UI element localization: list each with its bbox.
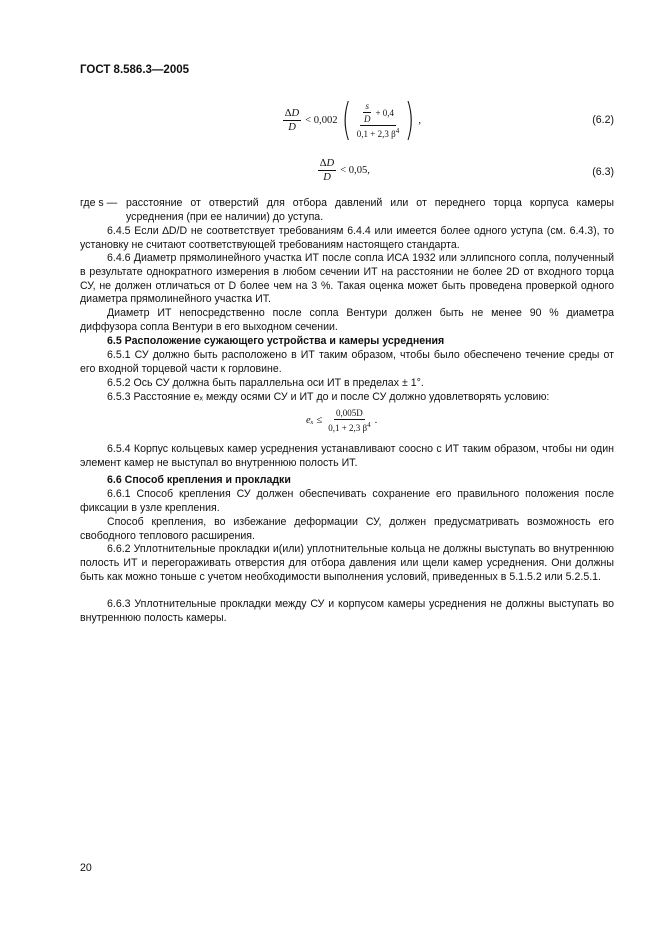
eq63-lhs-num: ∆D	[320, 158, 335, 169]
equation-6-2	[283, 92, 421, 148]
eq63-rhs: < 0,05,	[340, 165, 370, 176]
eq653-pow: 4	[367, 421, 371, 429]
heading-6-5: 6.5 Расположение сужающего устройства и камеры усреднения	[107, 335, 445, 347]
eq63-number: (6.3)	[592, 166, 614, 178]
eq62-lhs-fraction	[283, 108, 301, 133]
where-clause	[80, 197, 614, 225]
eq62-beta: β	[391, 129, 396, 139]
eq62-number: (6.2)	[592, 114, 614, 126]
eq62-inner-fraction	[355, 101, 401, 139]
paragraph-6-6-1-b: Способ крепления, во избежание деформации СУ, должен предусматривать возможность его свободного теплового расширения.	[80, 516, 614, 542]
equation-6-3	[318, 158, 370, 183]
eq62-den: 0,1 + 2,3	[356, 129, 389, 139]
eq62-lhs-den: D	[288, 121, 296, 133]
heading-6-6: 6.6 Способ крепления и прокладки	[107, 474, 291, 486]
eq653-lhs: eₓ ≤	[306, 415, 323, 426]
paragraph-6-4-5: 6.4.5 Если ∆D/D не соответствует требованиям 6.4.4 или имеется более одного уступа (см. 6.4.3), то установку не считают соответствующей требованиям настоящего стандарта.	[80, 225, 614, 251]
paragraph-6-5-1: 6.5.1 СУ должно быть расположено в ИТ таким образом, чтобы было обеспечено течение среды от его входной торцевой части к горловине.	[80, 349, 614, 375]
eq62-d: D	[363, 114, 371, 124]
paragraph-6-6-3: 6.6.3 Уплотнительные прокладки между СУ и корпусом камеры усреднения не должны выступать во внутреннюю полость камеры.	[80, 598, 614, 624]
document-header: ГОСТ 8.586.3—2005	[80, 64, 190, 76]
paragraph-6-6-2: 6.6.2 Уплотнительные прокладки и(или) уплотнительные кольца не должны выступать во внутреннюю полость ИТ и перегораживать отверстия для отбора давления или щели камер усреднения. Они должны быть как можно тоньше с учетом необходимости выполнения условий, приведенных в 5.1.5.2 или 5.2.5.1.	[80, 543, 614, 583]
eq653-num: 0,005D	[336, 408, 363, 418]
eq653-end: .	[374, 415, 378, 426]
eq63-lhs-den: D	[323, 172, 331, 183]
eq63-lhs-fraction	[318, 158, 336, 183]
paragraph-6-4-6-b: Диаметр ИТ непосредственно после сопла Вентури должен быть не менее 90 % диаметра диффузора сопла Вентури в его выходном сечении.	[80, 307, 614, 333]
eq62-left-paren: (	[341, 94, 351, 145]
eq653-den: 0,1 + 2,3	[328, 423, 361, 433]
eq62-plus: + 0,4	[375, 107, 395, 118]
paragraph-6-5-3: 6.5.3 Расстояние eₓ между осями СУ и ИТ до и после СУ должно удовлетворять условию:	[107, 391, 550, 403]
paragraph-6-5-4: 6.5.4 Корпус кольцевых камер усреднения устанавливают соосно с ИТ таким образом, чтобы ни один элемент камер не выступал во внутреннюю полость ИТ.	[80, 443, 614, 469]
eq62-lt: < 0,002	[305, 114, 338, 126]
eq62-right-paren: )	[405, 94, 415, 145]
equation-6-5-3	[306, 408, 377, 433]
page-number: 20	[80, 862, 92, 874]
where-text: расстояние от отверстий для отбора давлений или от переднего торца корпуса камеры усреднения (при ее наличии) до уступа.	[126, 197, 614, 223]
eq653-beta: β	[362, 423, 368, 433]
eq62-s: s	[365, 101, 369, 111]
paragraph-6-5-2: 6.5.2 Ось СУ должна быть параллельна оси ИТ в пределах ± 1°.	[107, 377, 424, 389]
eq653-fraction	[326, 408, 372, 433]
eq62-lhs-num: ∆D	[285, 107, 300, 119]
eq62-comma: ,	[418, 114, 422, 126]
paragraph-6-4-6: 6.4.6 Диаметр прямолинейного участка ИТ после сопла ИСА 1932 или эллипсного сопла, полученный в результате однократного измерения в любом сечении ИТ на расстоянии не более 2D от входного торца СУ, не должен отличаться от D более чем на 3 %. Такая оценка может быть проведена проверкой одного диаметра прямолинейного участка ИТ.	[80, 252, 614, 306]
eq62-pow: 4	[395, 127, 400, 135]
where-label: где s —	[80, 197, 118, 209]
paragraph-6-6-1: 6.6.1 Способ крепления СУ должен обеспечивать сохранение его правильного положения после фиксации в узле крепления.	[80, 488, 614, 514]
